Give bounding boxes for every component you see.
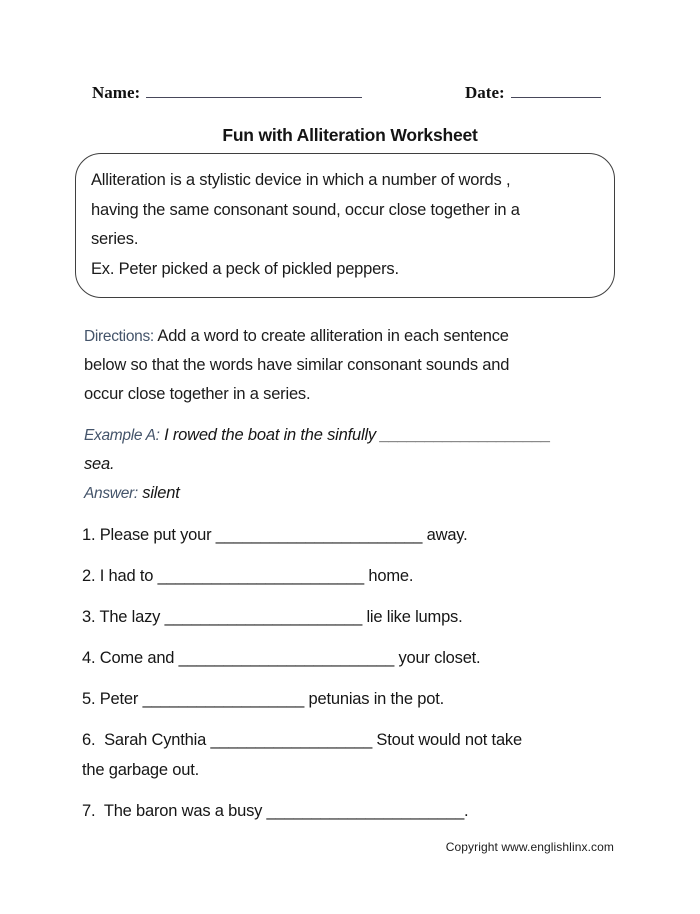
example-block bbox=[84, 421, 624, 508]
definition-line: having the same consonant sound, occur close together in a bbox=[91, 200, 520, 219]
item-line: 6. Sarah Cynthia __________________ Stout would not take bbox=[82, 731, 522, 749]
directions-first-line bbox=[84, 322, 624, 351]
sentence-item bbox=[82, 561, 627, 591]
directions-text: Add a word to create alliteration in each sentence bbox=[153, 327, 509, 345]
item-line: 1. Please put your _______________________ away. bbox=[82, 526, 468, 544]
page-title: Fun with Alliteration Worksheet bbox=[222, 125, 478, 145]
directions-block bbox=[84, 322, 624, 409]
date-label: Date: bbox=[465, 83, 505, 102]
date-field-row bbox=[465, 82, 601, 104]
example-label: Example A: bbox=[84, 427, 160, 444]
item-line: 2. I had to _______________________ home. bbox=[82, 567, 414, 585]
sentence-item bbox=[82, 684, 627, 714]
sentence-item bbox=[82, 725, 627, 785]
copyright-notice: Copyright www.englishlinx.com bbox=[445, 840, 614, 854]
item-line: 5. Peter __________________ petunias in the pot. bbox=[82, 690, 444, 708]
answer-label: Answer: bbox=[84, 485, 138, 502]
name-label: Name: bbox=[92, 83, 141, 102]
name-blank bbox=[146, 82, 362, 98]
item-line: 7. The baron was a busy ______________________. bbox=[82, 802, 469, 820]
example-first-line bbox=[84, 421, 624, 450]
definition-example-line: Ex. Peter picked a peck of pickled peppers. bbox=[91, 259, 399, 278]
directions-line: below so that the words have similar consonant sounds and bbox=[84, 356, 510, 374]
item-line-continuation: the garbage out. bbox=[82, 761, 199, 779]
definition-line: series. bbox=[91, 230, 139, 248]
name-field-row bbox=[92, 82, 362, 104]
example-sentence-continuation: sea. bbox=[84, 455, 115, 473]
definition-box bbox=[75, 153, 615, 298]
sentence-item bbox=[82, 643, 627, 673]
answer-line bbox=[84, 479, 624, 508]
directions-line: occur close together in a series. bbox=[84, 385, 311, 403]
item-line: 4. Come and ________________________ your closet. bbox=[82, 649, 481, 667]
directions-label: Directions: bbox=[84, 328, 154, 345]
sentence-item bbox=[82, 520, 627, 550]
example-sentence: I rowed the boat in the sinfully ___________________ bbox=[159, 426, 551, 444]
date-blank bbox=[511, 82, 601, 98]
sentence-item bbox=[82, 602, 627, 632]
sentence-list bbox=[82, 520, 627, 837]
sentence-item bbox=[82, 796, 627, 826]
answer-text: silent bbox=[137, 484, 180, 502]
item-line: 3. The lazy ______________________ lie like lumps. bbox=[82, 608, 463, 626]
definition-line: Alliteration is a stylistic device in which a number of words , bbox=[91, 171, 511, 189]
